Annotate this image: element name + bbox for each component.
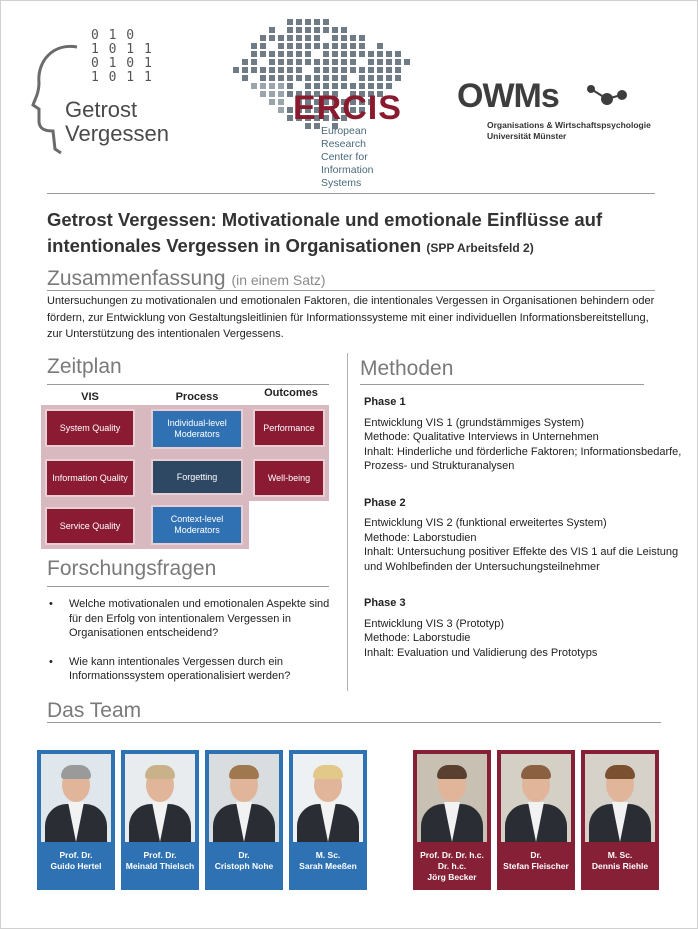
member-caption: Prof. Dr. Guido Hertel bbox=[50, 850, 102, 871]
column-process: Process bbox=[175, 391, 219, 403]
vis-service-quality: Service Quality bbox=[45, 507, 135, 545]
phase-2: Phase 2 Entwicklung VIS 2 (funktional erweitertes System) Methode: Laborstudien Inhalt: Untersuchung positiver Effekte des VIS 1 auf die Leistung und Wohlbefinden der Untersuchungsteilnehmer bbox=[364, 496, 679, 573]
schedule-heading: Zeitplan bbox=[47, 355, 122, 378]
owms-line1: Organisations & Wirtschaftspsychologie bbox=[487, 120, 651, 130]
process-diagram bbox=[41, 387, 331, 549]
team-member-card bbox=[581, 750, 659, 890]
column-vis: VIS bbox=[81, 391, 99, 403]
member-photo bbox=[585, 754, 655, 842]
process-individual-moderators: Individual-level Moderators bbox=[151, 409, 243, 449]
member-caption: Prof. Dr. Dr. h.c. Dr. h.c. Jörg Becker bbox=[420, 850, 484, 882]
member-caption: Prof. Dr. Meinald Thielsch bbox=[125, 850, 195, 871]
team-member-card bbox=[37, 750, 115, 890]
ercis-logo bbox=[223, 15, 423, 190]
member-photo bbox=[41, 754, 111, 842]
team-member-card bbox=[121, 750, 199, 890]
process-forgetting: Forgetting bbox=[151, 459, 243, 495]
member-photo bbox=[417, 754, 487, 842]
molecule-icon bbox=[585, 81, 629, 115]
owms-logo bbox=[457, 77, 697, 147]
member-caption: M. Sc. Sarah Meeßen bbox=[299, 850, 357, 871]
team-member-card bbox=[205, 750, 283, 890]
member-photo bbox=[125, 754, 195, 842]
owms-wordmark: OWMs bbox=[457, 77, 559, 115]
schedule-divider bbox=[47, 384, 329, 385]
member-caption: Dr. Cristoph Nohe bbox=[214, 850, 274, 871]
questions-list bbox=[47, 597, 337, 698]
logo-text-line1: Getrost bbox=[65, 97, 138, 122]
phase-1: Phase 1 Entwicklung VIS 1 (grundstämmiges System) Methode: Qualitative Interviews in Unternehmen Inhalt: Hinderliche und förderliche Faktoren; Informationsbedarfe, Prozess- und Strukturanalysen bbox=[364, 396, 682, 472]
team-divider bbox=[47, 722, 661, 723]
vis-system-quality: System Quality bbox=[45, 409, 135, 447]
header-divider bbox=[47, 193, 655, 194]
column-outcomes: Outcomes bbox=[264, 387, 318, 399]
process-context-moderators: Context-level Moderators bbox=[151, 505, 243, 545]
member-caption: M. Sc. Dennis Riehle bbox=[591, 850, 649, 871]
logo-text-line2: Vergessen bbox=[65, 121, 169, 146]
ercis-wordmark: ERCIS bbox=[293, 89, 402, 127]
question-item: • Wie kann intentionales Vergessen durch ein Informationssystem operationalisiert werden? bbox=[47, 655, 337, 684]
getrost-vergessen-logo bbox=[31, 23, 191, 163]
team-member-card bbox=[497, 750, 575, 890]
team-member-card bbox=[413, 750, 491, 890]
phase-3: Phase 3 Entwicklung VIS 3 (Prototyp) Methode: Laborstudie Inhalt: Evaluation und Validierung des Prototyps bbox=[364, 597, 598, 659]
outcome-performance: Performance bbox=[253, 409, 325, 447]
owms-line2: Universität Münster bbox=[487, 131, 567, 141]
member-photo bbox=[501, 754, 571, 842]
ercis-subtitle: European Research Center for Information Systems bbox=[321, 125, 374, 189]
questions-heading: Forschungsfragen bbox=[47, 557, 217, 580]
member-photo bbox=[293, 754, 363, 842]
column-divider bbox=[347, 353, 348, 691]
methods-list bbox=[364, 395, 684, 682]
member-caption: Dr. Stefan Fleischer bbox=[503, 850, 569, 871]
vis-information-quality: Information Quality bbox=[45, 459, 135, 497]
team-heading: Das Team bbox=[47, 699, 142, 722]
questions-divider bbox=[47, 586, 329, 587]
outcome-well-being: Well-being bbox=[253, 459, 325, 497]
poster-title: Getrost Vergessen: Motivationale und emotionale Einflüsse auf intentionales Vergessen in Organisationen (SPP Arbeitsfeld 2) bbox=[47, 209, 603, 256]
binary-digits: 0 1 0 1 0 1 1 0 1 0 1 1 0 1 1 bbox=[91, 28, 153, 85]
summary-text: Untersuchungen zu motivationalen und emotionalen Faktoren, die intentionales Vergessen in Organisationen behindern oder fördern, zur Entwicklung von Gestaltungsleitlinien für Informationssysteme mit einer individuellen Informationsbereitstellung, zur Unterstützung des intentionalen Vergessens. bbox=[47, 295, 655, 340]
team-member-card bbox=[289, 750, 367, 890]
member-photo bbox=[209, 754, 279, 842]
title-suffix: (SPP Arbeitsfeld 2) bbox=[426, 241, 534, 255]
summary-divider bbox=[47, 290, 655, 291]
question-item: • Welche motivationalen und emotionalen Aspekte sind für den Erfolg von intentionalem Vergessen in Organisationen entscheidend? bbox=[47, 597, 337, 641]
methods-heading: Methoden bbox=[360, 357, 454, 380]
methods-divider bbox=[360, 384, 644, 385]
summary-heading: Zusammenfassung (in einem Satz) bbox=[47, 267, 326, 290]
